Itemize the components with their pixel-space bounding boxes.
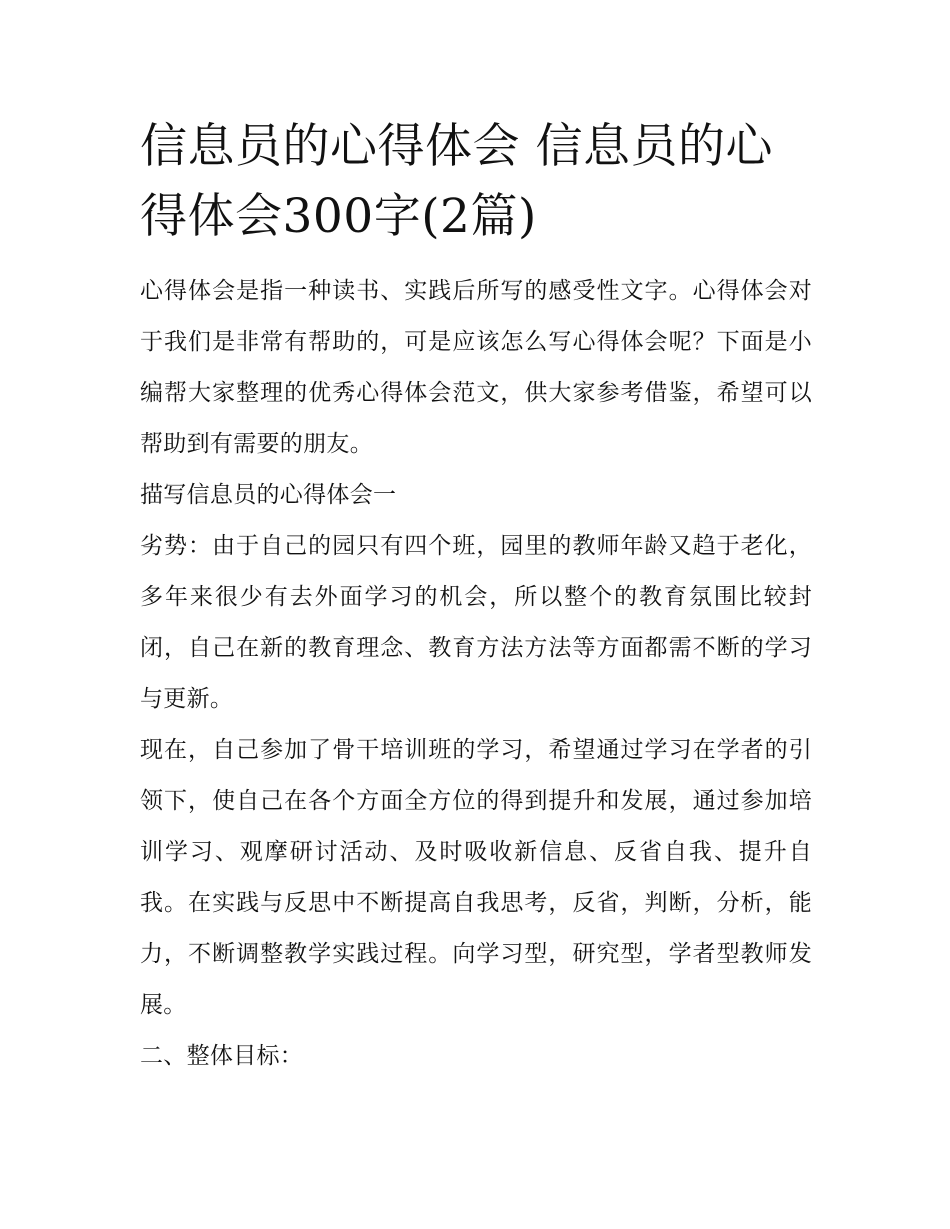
weakness-paragraph: 劣势：由于自己的园只有四个班，园里的教师年龄又趋于老化，多年来很少有去外面学习的机会，所以整个的教育氛围比较封闭，自己在新的教育理念、教育方法方法等方面都需不断的学习与更新。 [140,533,812,712]
section-heading-one: 描写信息员的心得体会一 [140,482,397,508]
section-heading-two: 二、整体目标： [140,1043,304,1069]
training-paragraph: 现在，自己参加了骨干培训班的学习，希望通过学习在学者的引领下，使自己在各个方面全方位的得到提升和发展，通过参加培训学习、观摩研讨活动、及时吸收新信息、反省自我、提升自我。在实践与反思中不断提高自我思考，反省，判断，分析，能力，不断调整教学实践过程。向学习型，研究型，学者型教师发展。 [140,737,812,1018]
document-page [140,112,812,1082]
document-title: 信息员的心得体会 信息员的心得体会300字(2篇) [140,119,773,244]
document-body [140,266,812,1082]
intro-paragraph: 心得体会是指一种读书、实践后所写的感受性文字。心得体会对于我们是非常有帮助的，可是应该怎么写心得体会呢？下面是小编帮大家整理的优秀心得体会范文，供大家参考借鉴，希望可以帮助到有需要的朋友。 [140,278,812,457]
